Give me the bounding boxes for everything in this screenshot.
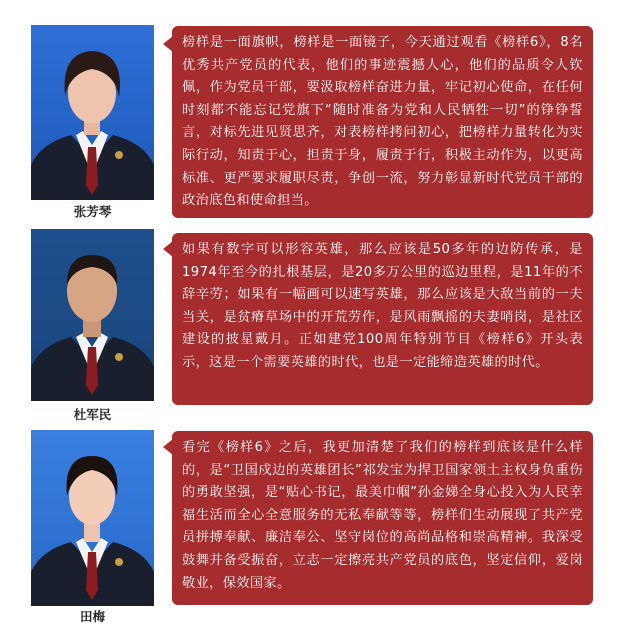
- portrait-photo-3: [31, 430, 154, 606]
- portrait-photo-2: [31, 229, 154, 401]
- person-name-1: 张芳琴: [73, 204, 112, 219]
- person-name-2: 杜军民: [73, 407, 112, 422]
- testimonial-row-2: [0, 229, 625, 424]
- person-name-3: 田梅: [79, 609, 105, 624]
- testimonial-row-3: [0, 429, 625, 625]
- speech-bubble-1: 榜样是一面旗帜，榜样是一面镜子，今天通过观看《榜样6》，8名优秀共产党员的代表，他们的事迹震撼人心，他们的品质令人钦佩，作为党员干部，要汲取榜样奋进力量，牢记初心使命，在任何时刻都不能忘记党旗下“随时准备为党和人民牺牲一切”的铮铮誓言，对标先进见贤思齐，对表榜样拷问初心，把榜样力量转化为实际行动，知责于心，担责于身，履责于行，积极主动作为，以更高标准、更严要求履职尽责，争创一流，努力彰显新时代党员干部的政治底色和使命担当。: [172, 26, 593, 218]
- portrait-figure-icon: [31, 25, 154, 200]
- testimonial-row-1: [0, 22, 625, 222]
- portrait-photo-1: [31, 25, 154, 200]
- portrait-figure-icon: [31, 430, 154, 606]
- speech-bubble-3: 看完《榜样6》之后，我更加清楚了我们的榜样到底该是什么样的，是“卫国戍边的英雄团长”祁发宝为捍卫国家领土主权身负重伤的勇敢坚强，是“贴心书记，最美巾帼”孙金娣全身心投入为人民幸福生活而全心全意服务的无私奉献等等，榜样们生动展现了共产党员拼搏奉献、廉洁奉公、坚守岗位的高尚品格和崇高精神。我深受鼓舞并备受振奋，立志一定擦亮共产党员的底色，坚定信仰，爱岗敬业，保效国家。: [172, 431, 593, 605]
- speech-bubble-2: 如果有数字可以形容英雄，那么应该是50多年的边防传承，是1974年至今的扎根基层，是20多万公里的巡边里程，是11年的不辞辛劳；如果有一幅画可以速写英雄，那么应该是大敌当前的一夫当关，是贫瘠草场中的开荒劳作，是风雨飘摇的夫妻哨岗，是社区建设的披星戴月。正如建党100周年特别节目《榜样6》开头表示，这是一个需要英雄的时代，也是一定能缔造英雄的时代。: [172, 233, 593, 405]
- portrait-figure-icon: [31, 229, 154, 401]
